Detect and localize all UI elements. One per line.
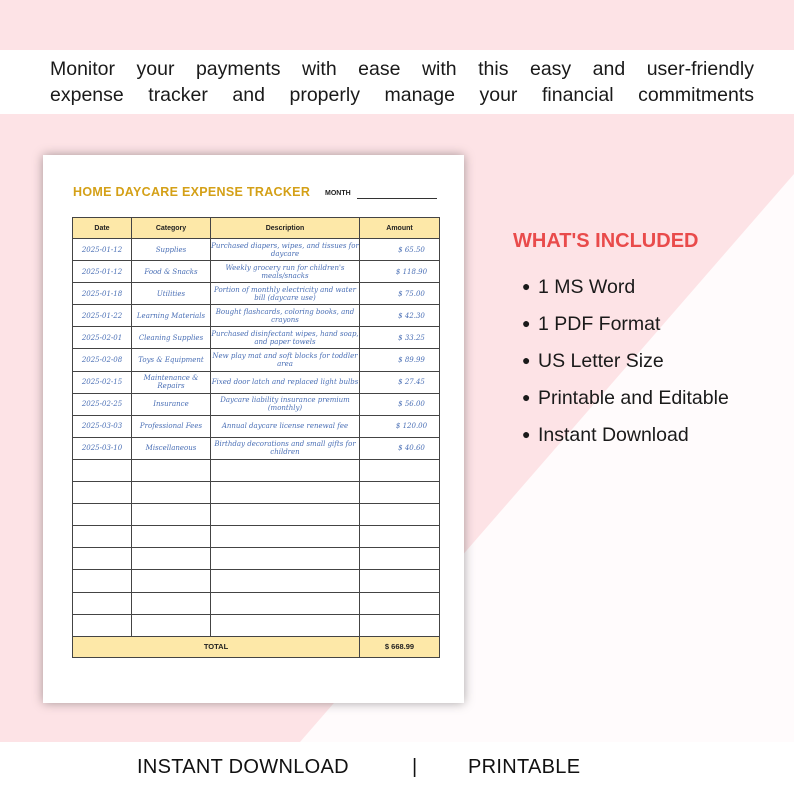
document-preview [43,155,464,703]
empty-row [73,526,440,548]
empty-cell [360,614,440,636]
cell-description: Portion of monthly electricity and water bill (daycare use) [211,283,360,305]
column-header-date: Date [73,218,132,239]
included-item [522,350,729,387]
empty-cell [73,526,132,548]
included-item [522,387,729,424]
table-header-row [73,218,440,239]
cell-date: 2025-02-08 [73,349,132,371]
cell-amount: $ 33.25 [360,327,440,349]
cell-category: Learning Materials [132,305,211,327]
cell-category: Cleaning Supplies [132,327,211,349]
cell-description: Purchased diapers, wipes, and tissues for daycare [211,239,360,261]
column-header-description: Description [211,218,360,239]
empty-cell [360,526,440,548]
cell-amount: $ 118.90 [360,261,440,283]
month-label: MONTH [325,190,351,197]
month-line [357,198,437,199]
cell-date: 2025-02-15 [73,371,132,393]
empty-cell [73,504,132,526]
empty-cell [132,459,211,481]
included-item [522,276,729,313]
empty-row [73,592,440,614]
table-row [73,283,440,305]
empty-cell [211,482,360,504]
empty-cell [73,614,132,636]
cell-date: 2025-01-12 [73,261,132,283]
empty-cell [132,614,211,636]
table-row [73,239,440,261]
empty-cell [132,570,211,592]
total-row [73,636,440,657]
cell-description: Weekly grocery run for children's meals/snacks [211,261,360,283]
cell-description: Fixed door latch and replaced light bulbs [211,371,360,393]
empty-cell [360,504,440,526]
empty-cell [211,592,360,614]
cell-amount: $ 27.45 [360,371,440,393]
empty-cell [360,459,440,481]
cell-category: Food & Snacks [132,261,211,283]
empty-row [73,504,440,526]
bullet-icon: ● [522,352,531,368]
whats-included-title: WHAT'S INCLUDED [513,230,699,252]
included-item-label: Instant Download [538,424,689,446]
empty-row [73,548,440,570]
empty-cell [73,482,132,504]
cell-date: 2025-03-03 [73,415,132,437]
cell-amount: $ 120.00 [360,415,440,437]
bullet-icon: ● [522,426,531,442]
empty-cell [73,570,132,592]
cell-amount: $ 42.30 [360,305,440,327]
cell-date: 2025-02-25 [73,393,132,415]
included-item [522,424,729,461]
included-list [522,276,729,461]
cell-category: Professional Fees [132,415,211,437]
empty-cell [360,482,440,504]
cell-category: Toys & Equipment [132,349,211,371]
empty-cell [360,548,440,570]
cell-date: 2025-03-10 [73,437,132,459]
empty-row [73,614,440,636]
footer-band [0,742,794,794]
expense-table [72,217,440,658]
table-row [73,305,440,327]
cell-description: Purchased disinfectant wipes, hand soap, and paper towels [211,327,360,349]
column-header-amount: Amount [360,218,440,239]
footer-separator: | [412,756,418,778]
empty-cell [132,504,211,526]
table-row [73,415,440,437]
cell-category: Miscellaneous [132,437,211,459]
empty-cell [211,548,360,570]
footer-printable: PRINTABLE [468,756,581,778]
table-row [73,261,440,283]
empty-cell [132,548,211,570]
cell-date: 2025-01-22 [73,305,132,327]
table-row [73,393,440,415]
cell-amount: $ 89.99 [360,349,440,371]
tagline-line-1: Monitor your payments with ease with this easy and user-friendly [50,58,754,80]
document-title: HOME DAYCARE EXPENSE TRACKER [73,185,311,199]
cell-amount: $ 75.00 [360,283,440,305]
cell-description: Bought flashcards, coloring books, and crayons [211,305,360,327]
tagline [50,56,754,108]
empty-cell [360,570,440,592]
included-item [522,313,729,350]
empty-cell [211,504,360,526]
cell-category: Maintenance & Repairs [132,371,211,393]
table-row [73,327,440,349]
bullet-icon: ● [522,315,531,331]
empty-cell [211,614,360,636]
cell-category: Utilities [132,283,211,305]
cell-description: New play mat and soft blocks for toddler area [211,349,360,371]
cell-description: Annual daycare license renewal fee [211,415,360,437]
table-row [73,437,440,459]
total-value: $ 668.99 [360,636,440,657]
empty-cell [132,482,211,504]
empty-cell [73,548,132,570]
bullet-icon: ● [522,389,531,405]
empty-cell [73,459,132,481]
bullet-icon: ● [522,278,531,294]
cell-amount: $ 40.60 [360,437,440,459]
empty-cell [132,592,211,614]
empty-row [73,482,440,504]
empty-row [73,459,440,481]
included-item-label: 1 PDF Format [538,313,661,335]
empty-cell [73,592,132,614]
table-row [73,349,440,371]
cell-date: 2025-01-18 [73,283,132,305]
empty-cell [211,459,360,481]
cell-date: 2025-02-01 [73,327,132,349]
empty-cell [132,526,211,548]
included-item-label: 1 MS Word [538,276,636,298]
table-row [73,371,440,393]
empty-row [73,570,440,592]
cell-amount: $ 65.50 [360,239,440,261]
cell-amount: $ 56.00 [360,393,440,415]
included-item-label: US Letter Size [538,350,664,372]
empty-cell [211,526,360,548]
cell-description: Birthday decorations and small gifts for children [211,437,360,459]
cell-category: Supplies [132,239,211,261]
footer-instant-download: INSTANT DOWNLOAD [137,756,349,778]
included-item-label: Printable and Editable [538,387,729,409]
cell-description: Daycare liability insurance premium (monthly) [211,393,360,415]
empty-cell [360,592,440,614]
column-header-category: Category [132,218,211,239]
cell-date: 2025-01-12 [73,239,132,261]
empty-cell [211,570,360,592]
tagline-line-2: expense tracker and properly manage your financial commitments [50,84,754,106]
cell-category: Insurance [132,393,211,415]
total-label: TOTAL [73,636,360,657]
